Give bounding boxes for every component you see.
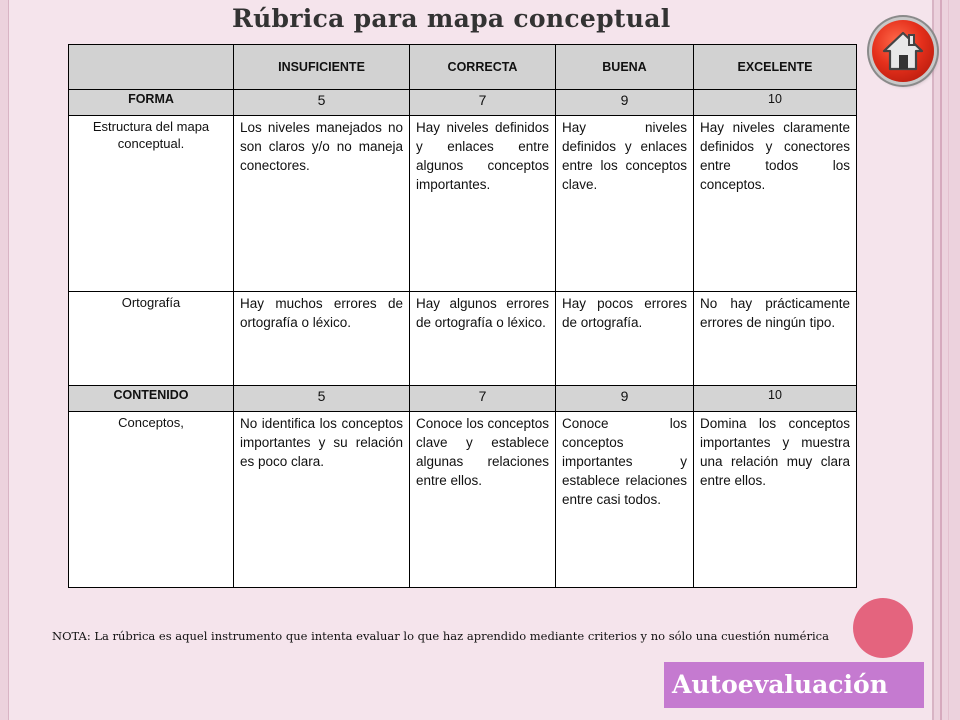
slide-right-border xyxy=(932,0,960,720)
description-cell: Hay niveles claramente definidos y conectores entre todos los conceptos. xyxy=(694,116,857,292)
score-cell: 10 xyxy=(694,90,857,116)
table-row xyxy=(69,412,857,588)
border-line xyxy=(948,0,949,720)
description-cell: Conoce los conceptos importantes y establece relaciones entre casi todos. xyxy=(556,412,694,588)
header-cell-empty xyxy=(69,45,234,90)
description-cell: Hay pocos errores de ortografía. xyxy=(556,292,694,386)
section-row-forma xyxy=(69,90,857,116)
table-row xyxy=(69,116,857,292)
score-cell: 5 xyxy=(234,386,410,412)
slide-left-border xyxy=(0,0,9,720)
page-title: Rúbrica para mapa conceptual xyxy=(232,4,671,33)
border-line xyxy=(940,0,942,720)
home-button[interactable] xyxy=(872,20,934,82)
home-icon xyxy=(881,29,925,73)
section-label: FORMA xyxy=(69,90,234,116)
score-cell: 9 xyxy=(556,386,694,412)
criterion-cell: Ortografía xyxy=(69,292,234,386)
description-cell: Conoce los conceptos clave y establece algunas relaciones entre ellos. xyxy=(410,412,556,588)
table-header-row xyxy=(69,45,857,90)
score-cell: 10 xyxy=(694,386,857,412)
header-cell-excelente: EXCELENTE xyxy=(694,45,857,90)
description-cell: No hay prácticamente errores de ningún tipo. xyxy=(694,292,857,386)
score-cell: 9 xyxy=(556,90,694,116)
autoevaluacion-button[interactable]: Autoevaluación xyxy=(664,662,924,708)
description-cell: No identifica los conceptos importantes y su relación es poco clara. xyxy=(234,412,410,588)
description-cell: Los niveles manejados no son claros y/o no maneja conectores. xyxy=(234,116,410,292)
rubric-table xyxy=(68,44,857,588)
criterion-cell: Estructura del mapa conceptual. xyxy=(69,116,234,292)
criterion-cell: Conceptos, xyxy=(69,412,234,588)
section-row-contenido xyxy=(69,386,857,412)
score-cell: 7 xyxy=(410,90,556,116)
header-cell-correcta: CORRECTA xyxy=(410,45,556,90)
score-cell: 5 xyxy=(234,90,410,116)
table-row xyxy=(69,292,857,386)
footnote: NOTA: La rúbrica es aquel instrumento que intenta evaluar lo que haz aprendido mediante criterios y no sólo una cuestión numérica xyxy=(52,629,829,643)
header-cell-insuficiente: INSUFICIENTE xyxy=(234,45,410,90)
description-cell: Hay niveles definidos y enlaces entre los conceptos clave. xyxy=(556,116,694,292)
description-cell: Hay niveles definidos y enlaces entre algunos conceptos importantes. xyxy=(410,116,556,292)
description-cell: Domina los conceptos importantes y muestra una relación muy clara entre ellos. xyxy=(694,412,857,588)
header-cell-buena: BUENA xyxy=(556,45,694,90)
description-cell: Hay algunos errores de ortografía o léxico. xyxy=(410,292,556,386)
description-cell: Hay muchos errores de ortografía o léxico. xyxy=(234,292,410,386)
section-label: CONTENIDO xyxy=(69,386,234,412)
decorative-circle xyxy=(853,598,913,658)
score-cell: 7 xyxy=(410,386,556,412)
